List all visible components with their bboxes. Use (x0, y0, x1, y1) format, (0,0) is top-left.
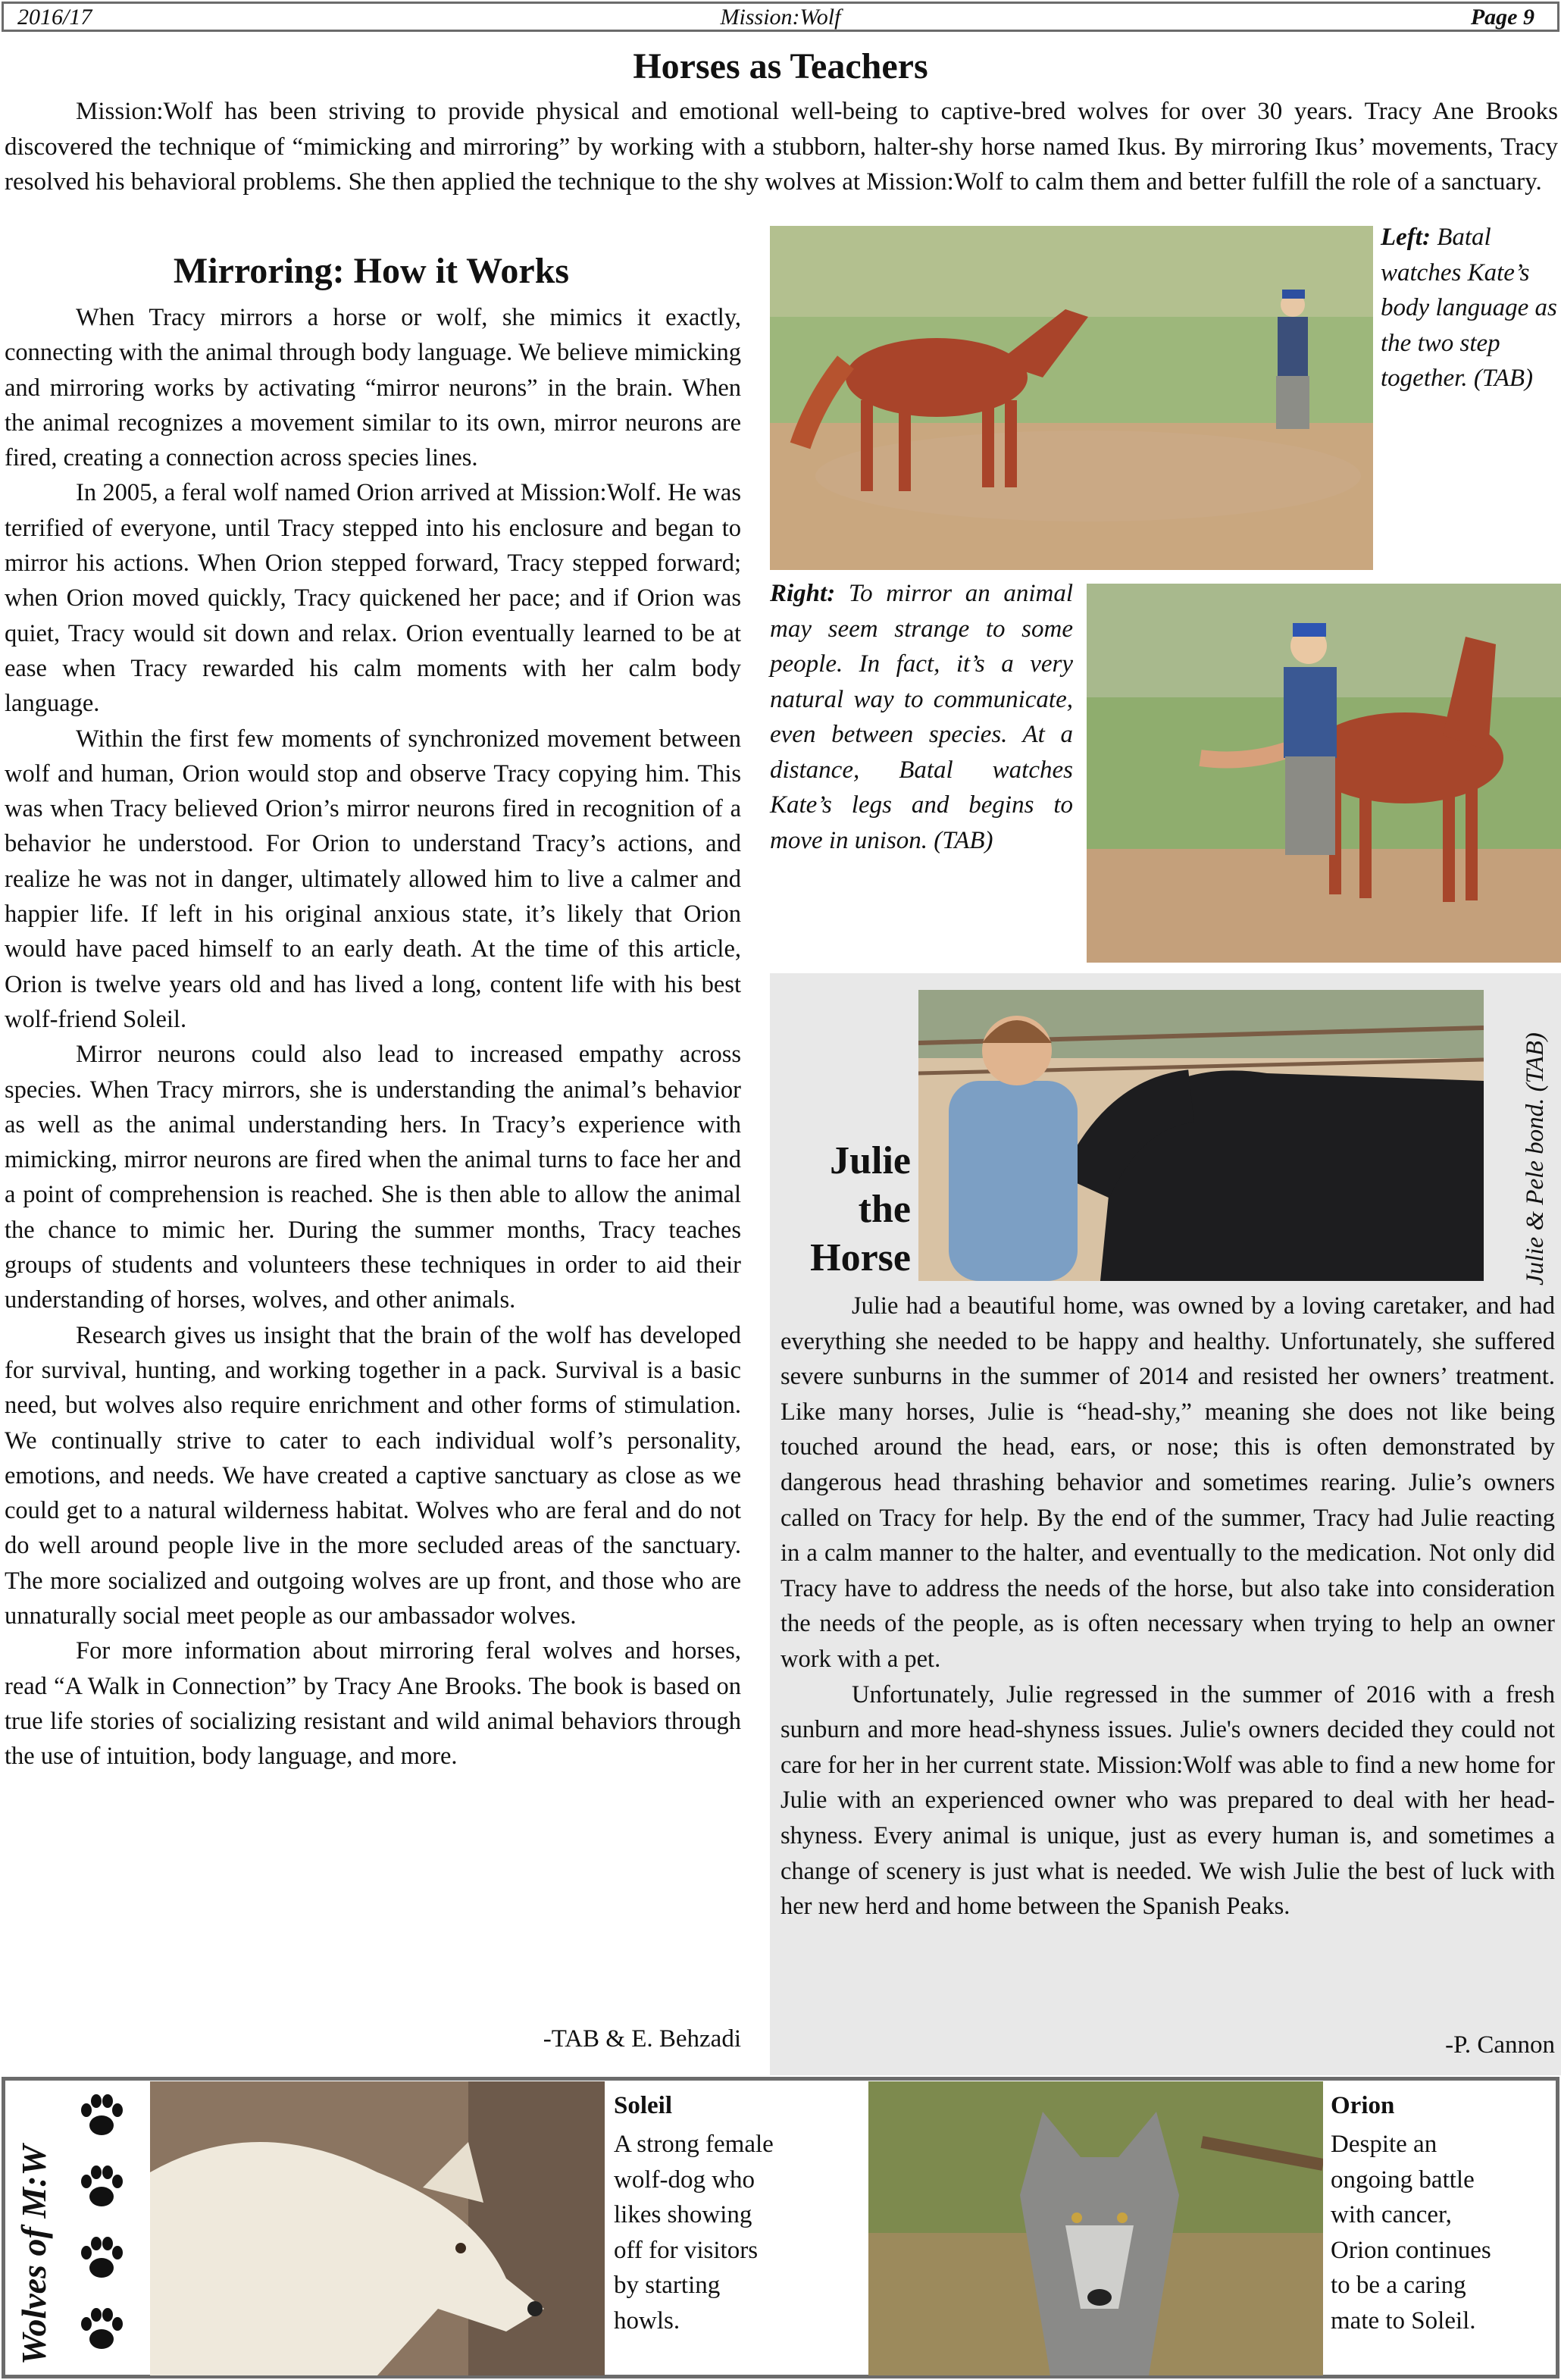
mirroring-body (5, 300, 741, 1774)
paragraph: Mirror neurons could also lead to increased empathy across species. When Tracy mirrors, she is understanding the animal’s behavior as well as the animal understanding hers. In Tracy’s experience with mimicking, mirror neurons are fired when the animal turns to face her and a point of comprehension is reached. She is then able to allow the animal the chance to mimic her. During the summer months, Tracy teaches groups of students and volunteers these techniques in order to aid their understanding of horses, wolves, and other animals. (5, 1041, 741, 1314)
soleil-description: A strong female wolf-dog who likes showing off for visitors by starting howls. (614, 2131, 774, 2335)
caption-right: Right: To mirror an animal may seem strange to some people. In fact, it’s a very natural way to communicate, even between species. At a distance, Batal watches Kate’s legs and begins to move in unison. (TAB) (770, 580, 1073, 854)
julie-and-pele-photo (918, 990, 1484, 1281)
intro-paragraph: Mission:Wolf has been striving to provide physical and emotional well-being to captive-bred wolves for over 30 years. Tracy Ane Brooks discovered the technique of “mimicking and mirroring” by working with a stubborn, halter-shy horse named Ikus. By mirroring Ikus’ movements, Tracy resolved his behavioral problems. She then applied the technique to the shy wolves at Mission:Wolf to calm them and better fulfill the role of a sanctuary. (5, 98, 1558, 196)
julie-body (780, 1289, 1555, 1924)
paragraph: Research gives us insight that the brain of the wolf has developed for survival, hunting, and working together in a pack. Survival is a basic need, but wolves also require enrichment and other forms of stimulation. We continually strive to cater to each individual wolf’s personality, emotions, and needs. We have created a captive sanctuary as close as we could get to a natural wilderness habitat. Wolves who are feral and do not do well around people live in the more secluded areas of the sanctuary. The more socialized and outgoing wolves are up front, and those who are unnaturally social meet people as our ambassador wolves. (5, 1321, 741, 1630)
orion-description: Despite an ongoing battle with cancer, Orion continues to be a caring mate to Soleil. (1331, 2131, 1491, 2335)
orion-wolf-photo (868, 2081, 1323, 2375)
paragraph: Julie had a beautiful home, was owned by a loving caretaker, and had everything she needed to be happy and healthy. Unfortunately, she suffered severe sunburns in the summer of 2014 and resisted her owners’ treatment. Like many horses, Julie is “head-shy,” meaning she does not like being touched around the head, ears, or nose; this is often demonstrated by dangerous head thrashing behavior and sometimes rearing. Julie’s owners called on Tracy for help. By the end of the summer, Tracy had Julie reacting in a calm manner to the halter, and eventually to the medication. Not only did Tracy have to address the needs of the horse, but also take into consideration the needs of the people, as is often necessary when trying to help an owner work with a pet. (780, 1292, 1555, 1673)
paragraph: When Tracy mirrors a horse or wolf, she mimics it exactly, connecting with the animal through body language. We believe mimicking and mirroring works by activating “mirror neurons” in the brain. When the animal recognizes a movement similar to its own, mirror neurons are fired, creating a connection across species lines. (5, 304, 741, 472)
paragraph: In 2005, a feral wolf named Orion arrived at Mission:Wolf. He was terrified of everyone, until Tracy stepped into his enclosure and began to mirror his actions. When Orion stepped forward, Tracy stepped forward; when Orion moved quickly, Tracy quickened her pace; and if Orion was quiet, Tracy would sit down and relax. Orion eventually learned to be at ease when Tracy rewarded his calm moments with her calm body language. (5, 479, 741, 718)
paw-print-icon (74, 2089, 129, 2144)
horse-mirroring-photo-right (1087, 584, 1561, 963)
page-number: Page 9 (1470, 5, 1534, 30)
horse-mirroring-photo-left (770, 226, 1373, 570)
julie-title: Julie the Horse (810, 1139, 911, 1279)
issue-date: 2016/17 (17, 5, 92, 30)
paragraph: Within the first few moments of synchronized movement between wolf and human, Orion would stop and observe Tracy copying him. This was when Tracy believed Orion’s mirror neurons fired in recognition of a behavior he understood. For Orion to understand Tracy’s actions, and realize he was not in danger, ultimately allowed him to live a calmer and happier life. If left in his original anxious state, it’s likely that Orion would have paced himself to an early death. At the time of this article, Orion is twelve years old and has lived a long, content life with his best wolf-friend Soleil. (5, 725, 741, 1033)
paw-print-icon (74, 2231, 129, 2286)
wolves-label: Wolves of M:W (14, 2144, 53, 2365)
caption-left: Left: Batal watches Kate’s body language as the two step together. (TAB) (1381, 224, 1557, 392)
publication-title: Mission:Wolf (720, 5, 841, 30)
soleil-name: Soleil (614, 2092, 673, 2119)
article-headline: Horses as Teachers (633, 46, 928, 86)
page-header (2, 2, 1559, 32)
julie-photo-caption: Julie & Pele bond. (TAB) (1522, 1032, 1549, 1286)
julie-signature: -P. Cannon (1445, 2031, 1555, 2059)
soleil-wolf-photo (150, 2081, 605, 2375)
paw-print-icon (74, 2303, 129, 2357)
paw-print-icon (74, 2160, 129, 2215)
article-signature: -TAB & E. Behzadi (543, 2025, 741, 2053)
orion-name: Orion (1331, 2092, 1395, 2119)
paragraph: Unfortunately, Julie regressed in the summer of 2016 with a fresh sunburn and more head-shyness issues. Julie's owners decided they could not care for her in her current state. Mission:Wolf was able to find a new home for Julie with an experienced owner who was prepared to deal with her head-shyness. Every animal is unique, just as every human is, and sometimes a change of scenery is just what is needed. We wish Julie the best of luck with her new herd and home between the Spanish Peaks. (780, 1680, 1555, 1921)
paragraph: For more information about mirroring feral wolves and horses, read “A Walk in Connection” by Tracy Ane Brooks. The book is based on true life stories of socializing resistant and wild animal behaviors through the use of intuition, body language, and more. (5, 1637, 741, 1771)
section-heading: Mirroring: How it Works (173, 251, 570, 291)
